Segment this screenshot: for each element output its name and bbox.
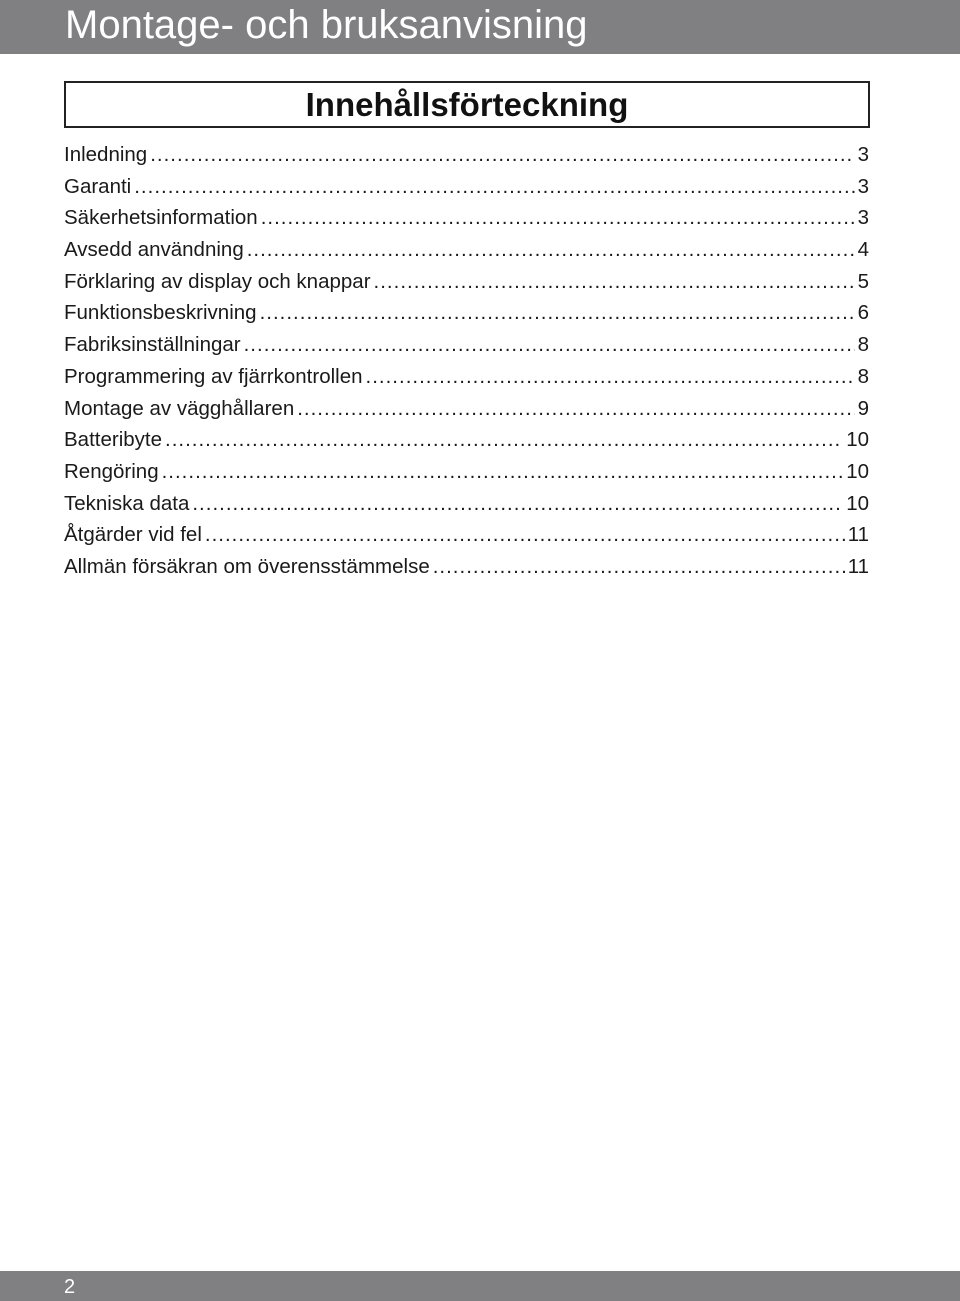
dot-leader	[244, 329, 855, 361]
toc-entry-page: 3	[857, 174, 869, 198]
dot-leader	[150, 139, 854, 171]
toc-entry[interactable]	[64, 456, 869, 488]
toc-entry-label: Avsedd användning	[64, 238, 244, 262]
toc-entry[interactable]	[64, 361, 869, 393]
toc-entry-label: Allmän försäkran om överensstämmelse	[64, 554, 430, 578]
toc-entry-label: Inledning	[64, 143, 148, 166]
toc-entry-page: 5	[857, 269, 869, 293]
dot-leader	[134, 171, 854, 203]
toc-entry[interactable]	[64, 266, 869, 298]
dot-leader	[205, 519, 845, 551]
toc-entry-label: Förklaring av display och knappar	[64, 269, 371, 293]
dot-leader	[261, 202, 855, 234]
toc-entry[interactable]	[64, 139, 869, 171]
dot-leader	[247, 234, 855, 266]
toc-entry-page: 8	[857, 333, 869, 357]
toc-entry-label: Montage av vägghållaren	[64, 396, 295, 420]
toc-entry-page: 10	[846, 428, 869, 452]
toc-entry-page: 3	[857, 143, 869, 166]
toc-entry-page: 11	[847, 554, 869, 578]
toc-entry-label: Fabriksinställningar	[64, 333, 241, 357]
footer-bar	[0, 1271, 960, 1301]
dot-leader	[297, 393, 854, 425]
toc-entry-label: Garanti	[64, 174, 132, 198]
toc-entry[interactable]	[64, 297, 869, 329]
toc-entry-page: 10	[846, 491, 869, 515]
toc-entry-label: Funktionsbeskrivning	[64, 301, 257, 325]
dot-leader	[260, 297, 855, 329]
toc-heading-box	[64, 81, 870, 128]
toc-entry-label: Säkerhetsinformation	[64, 206, 258, 230]
toc-entry[interactable]	[64, 329, 869, 361]
toc-entry[interactable]	[64, 424, 869, 456]
toc-heading: Innehållsförteckning	[305, 86, 629, 123]
dot-leader	[366, 361, 855, 393]
toc-entry-page: 8	[857, 364, 869, 388]
toc-entry[interactable]	[64, 488, 869, 520]
table-of-contents	[64, 139, 869, 583]
document-title: Montage- och bruksanvisning	[65, 3, 588, 47]
toc-entry-page: 10	[846, 459, 869, 483]
toc-entry-page: 9	[857, 396, 869, 420]
dot-leader	[192, 488, 843, 520]
toc-entry-page: 4	[857, 238, 869, 262]
toc-entry-label: Batteribyte	[64, 428, 162, 452]
toc-entry[interactable]	[64, 551, 869, 583]
dot-leader	[162, 456, 844, 488]
toc-entry[interactable]	[64, 234, 869, 266]
toc-entry-page: 6	[857, 301, 869, 325]
toc-entry-label: Programmering av fjärrkontrollen	[64, 364, 363, 388]
toc-entry-label: Tekniska data	[64, 491, 190, 515]
toc-entry-page: 11	[847, 523, 869, 547]
dot-leader	[433, 551, 845, 583]
toc-entry[interactable]	[64, 202, 869, 234]
dot-leader	[374, 266, 855, 298]
toc-entry-label: Rengöring	[64, 459, 159, 483]
toc-entry-page: 3	[857, 206, 869, 230]
dot-leader	[165, 424, 843, 456]
page-number: 2	[64, 1276, 76, 1298]
toc-entry-label: Åtgärder vid fel	[64, 523, 202, 547]
toc-entry[interactable]	[64, 393, 869, 425]
toc-entry[interactable]	[64, 171, 869, 203]
toc-entry[interactable]	[64, 519, 869, 551]
